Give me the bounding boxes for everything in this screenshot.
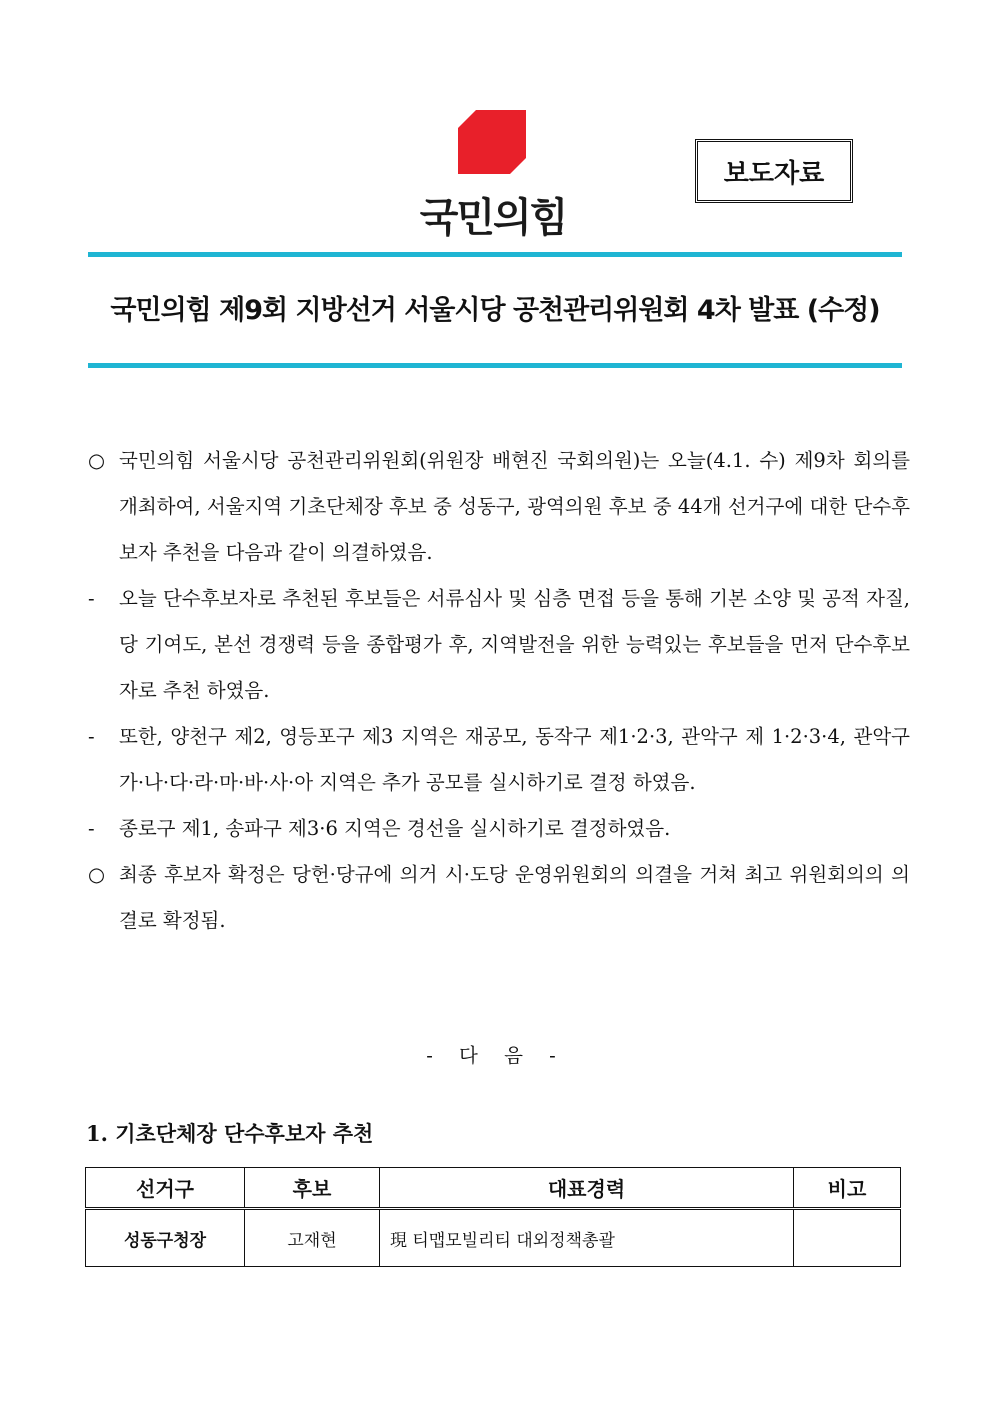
note-cell [794, 1209, 901, 1267]
column-header: 선거구 [86, 1168, 245, 1209]
press-release-badge: 보도자료 [695, 139, 853, 203]
party-logo-icon [458, 110, 526, 174]
career-cell: 現 티맵모빌리티 대외정책총괄 [380, 1209, 794, 1267]
paragraph-text: 최종 후보자 확정은 당헌·당규에 의거 시·도당 운영위원회의 의결을 거쳐 최고 위원회의의 의결로 확정됨. [119, 863, 910, 932]
paragraph [88, 852, 910, 944]
page-title: 국민의힘 제9회 지방선거 서울시당 공천관리위원회 4차 발표 (수정) [110, 295, 880, 326]
column-header: 대표경력 [380, 1168, 794, 1209]
candidate-cell: 고재현 [245, 1209, 380, 1267]
bullet-circle: ○ [88, 449, 106, 472]
top-divider [88, 252, 902, 257]
paragraph-text: 종로구 제1, 송파구 제3·6 지역은 경선을 실시하기로 결정하였음. [119, 817, 671, 840]
section-title: 1. 기초단체장 단수후보자 추천 [86, 1121, 374, 1146]
body-text [88, 438, 910, 944]
bullet-dash: - [88, 725, 95, 748]
paragraph [88, 714, 910, 806]
table-row [86, 1209, 901, 1267]
bullet-dash: - [88, 817, 95, 840]
table-header-row [86, 1168, 901, 1209]
bullet-circle: ○ [88, 863, 106, 886]
paragraph-text: 또한, 양천구 제2, 영등포구 제3 지역은 재공모, 동작구 제1·2·3, 관악구 제 1·2·3·4, 관악구 가·나·다·라·마·바·사·아 지역은 추가 공모를 실시하기로 결정 하였음. [119, 725, 910, 794]
paragraph [88, 576, 910, 714]
candidate-table [85, 1167, 901, 1267]
paragraph-text: 국민의힘 서울시당 공천관리위원회(위원장 배현진 국회의원)는 오늘(4.1. 수) 제9차 회의를 개최하여, 서울지역 기초단체장 후보 중 성동구, 광역의원 후보 중 44개 선거구에 대한 단수후보자 추천을 다음과 같이 의결하였음. [119, 449, 910, 564]
bullet-dash: - [88, 587, 95, 610]
column-header: 후보 [245, 1168, 380, 1209]
party-logo-text: 국민의힘 [419, 195, 567, 241]
column-header: 비고 [794, 1168, 901, 1209]
paragraph [88, 438, 910, 576]
following-heading: - 다 음 - [426, 1044, 566, 1067]
paragraph-text: 오늘 단수후보자로 추천된 후보들은 서류심사 및 심층 면접 등을 통해 기본 소양 및 공적 자질, 당 기여도, 본선 경쟁력 등을 종합평가 후, 지역발전을 위한 능력있는 후보들을 먼저 단수후보자로 추천 하였음. [119, 587, 910, 702]
paragraph [88, 806, 910, 852]
district-cell: 성동구청장 [86, 1209, 245, 1267]
bottom-divider [88, 363, 902, 368]
